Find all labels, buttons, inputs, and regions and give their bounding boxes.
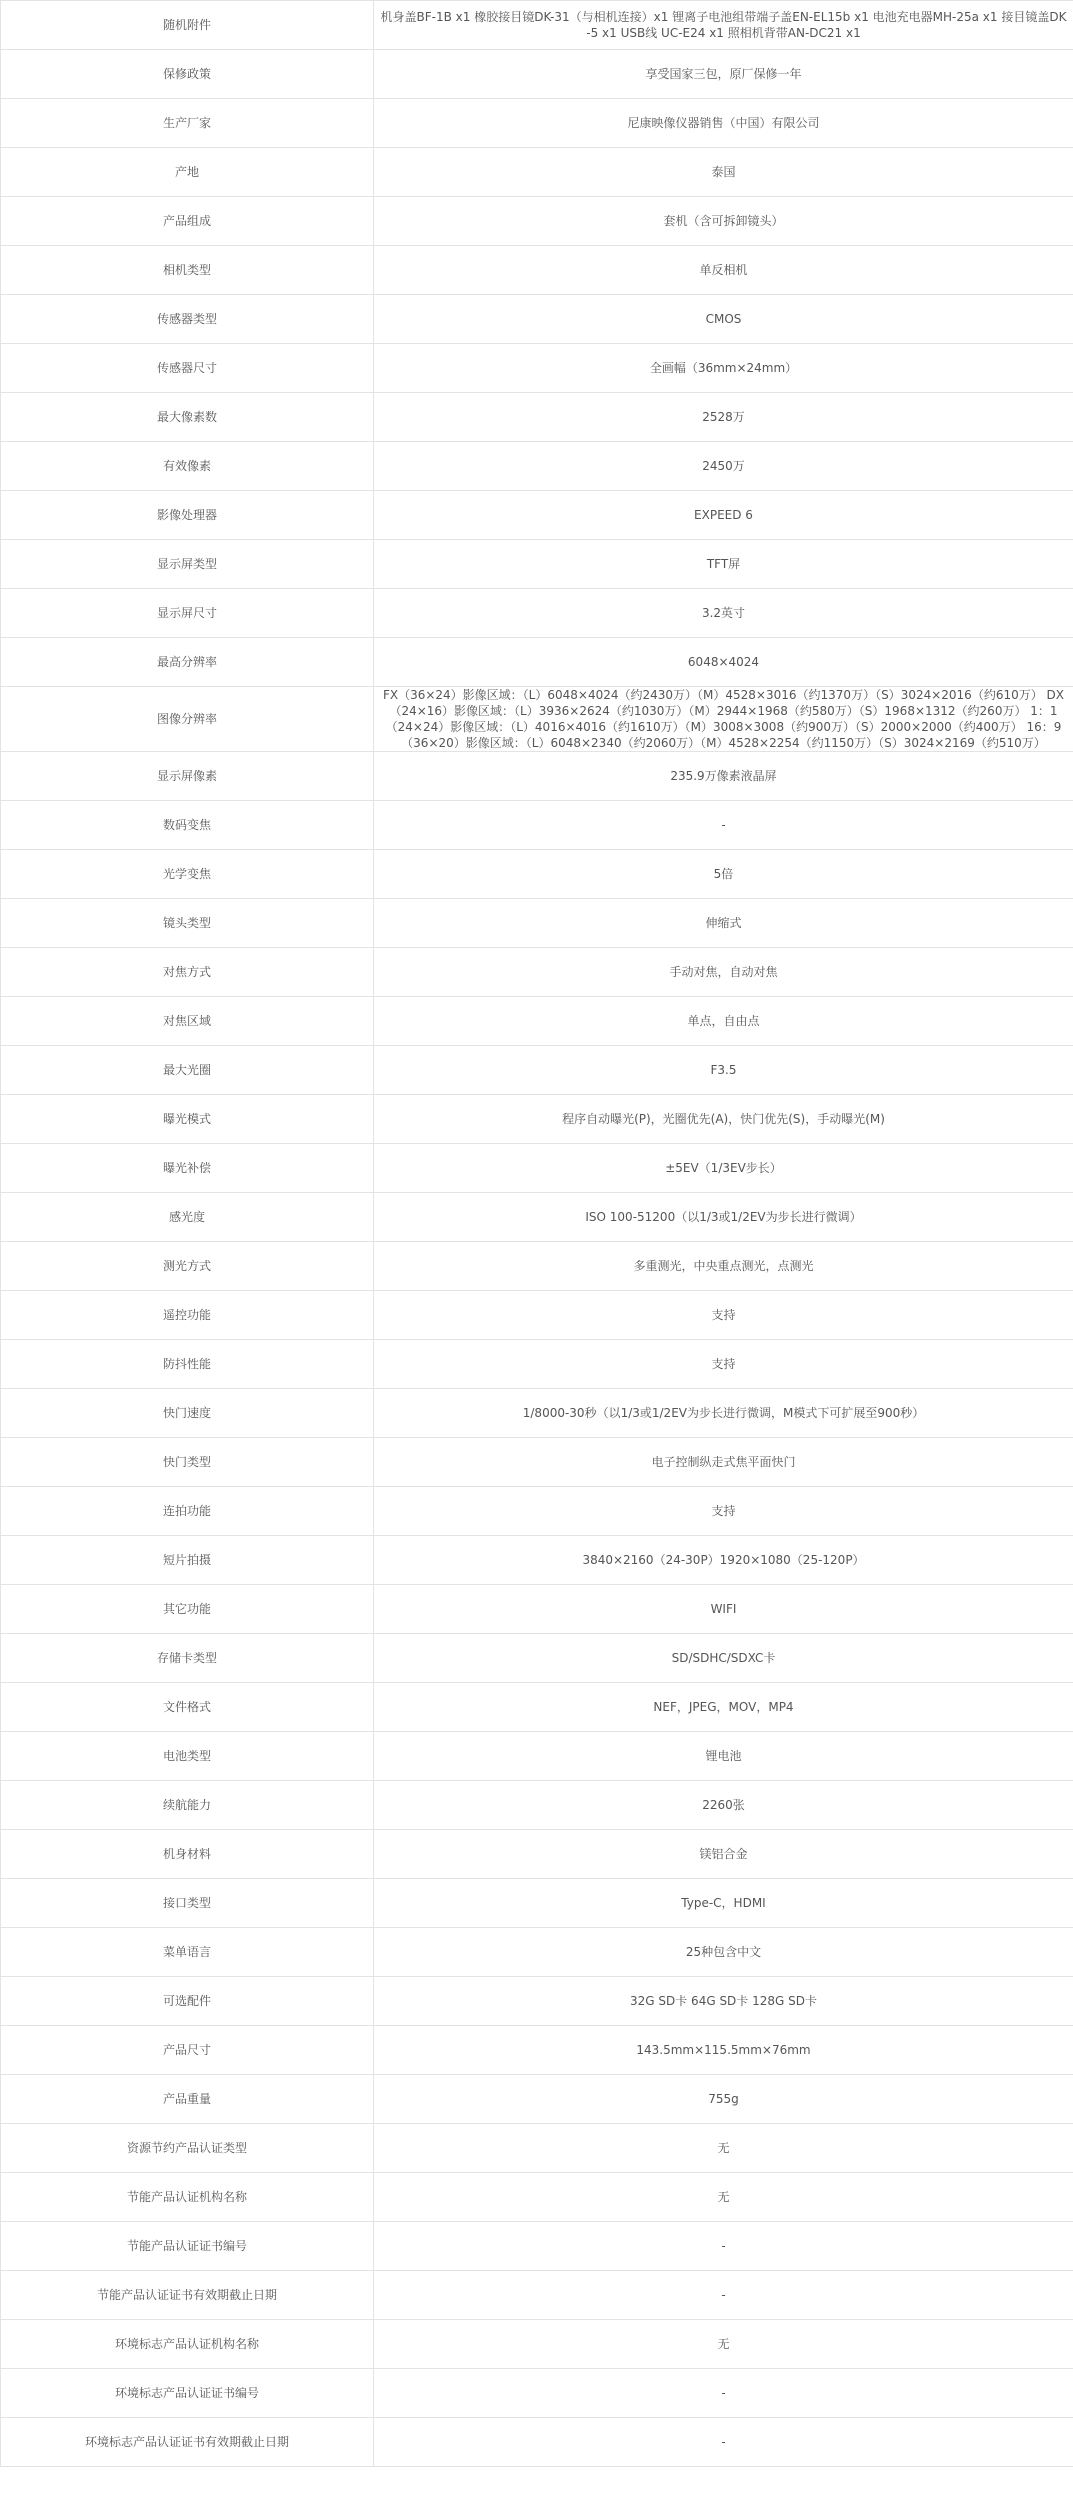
- spec-label: 防抖性能: [1, 1340, 374, 1389]
- spec-label: 环境标志产品认证证书编号: [1, 2369, 374, 2418]
- spec-row: [1, 1291, 1073, 1340]
- spec-label: 文件格式: [1, 1683, 374, 1732]
- spec-row: [1, 948, 1073, 997]
- spec-label: 相机类型: [1, 246, 374, 295]
- spec-value: -: [374, 801, 1073, 850]
- spec-row: [1, 1830, 1073, 1879]
- spec-value: 2260张: [374, 1781, 1073, 1830]
- spec-value: EXPEED 6: [374, 491, 1073, 540]
- spec-label: 传感器尺寸: [1, 344, 374, 393]
- spec-label: 曝光补偿: [1, 1144, 374, 1193]
- spec-row: [1, 1781, 1073, 1830]
- spec-label: 节能产品认证证书有效期截止日期: [1, 2271, 374, 2320]
- spec-value: 755g: [374, 2075, 1073, 2124]
- spec-row: [1, 1193, 1073, 1242]
- spec-label: 存储卡类型: [1, 1634, 374, 1683]
- spec-value: 镁铝合金: [374, 1830, 1073, 1879]
- spec-value: F3.5: [374, 1046, 1073, 1095]
- spec-label: 图像分辨率: [1, 687, 374, 752]
- spec-label: 影像处理器: [1, 491, 374, 540]
- spec-value: -: [374, 2418, 1073, 2467]
- spec-row: [1, 1487, 1073, 1536]
- spec-row: [1, 2124, 1073, 2173]
- spec-row: [1, 442, 1073, 491]
- spec-row: [1, 393, 1073, 442]
- spec-label: 快门速度: [1, 1389, 374, 1438]
- spec-row: [1, 1144, 1073, 1193]
- spec-row: [1, 148, 1073, 197]
- spec-row: [1, 2026, 1073, 2075]
- spec-label: 可选配件: [1, 1977, 374, 2026]
- spec-label: 有效像素: [1, 442, 374, 491]
- spec-label: 感光度: [1, 1193, 374, 1242]
- spec-label: 电池类型: [1, 1732, 374, 1781]
- spec-value: CMOS: [374, 295, 1073, 344]
- spec-label: 最高分辨率: [1, 638, 374, 687]
- spec-label: 对焦方式: [1, 948, 374, 997]
- spec-row: [1, 638, 1073, 687]
- spec-value: 支持: [374, 1340, 1073, 1389]
- spec-row: [1, 50, 1073, 99]
- spec-value: FX（36×24）影像区域：（L）6048×4024（约2430万）（M）4528×3016（约1370万）（S）3024×2016（约610万） DX（24×16）影像区域：（L）3936×2624（约1030万）（M）2944×1968（约580万）（S）1968×1312（约260万） 1：1（24×24）影像区域：（L）4016×4016（约1610万）（M）3008×3008（约900万）（S）2000×2000（约400万） 16：9（36×20）影像区域：（L）6048×2340（约2060万）（M）4528×2254（约1150万）（S）3024×2169（约510万）: [374, 687, 1073, 752]
- spec-value: 全画幅（36mm×24mm）: [374, 344, 1073, 393]
- spec-label: 显示屏像素: [1, 752, 374, 801]
- spec-row: [1, 589, 1073, 638]
- spec-row: [1, 1, 1073, 50]
- spec-row: [1, 801, 1073, 850]
- spec-row: [1, 2271, 1073, 2320]
- spec-table-body: [1, 1, 1073, 2467]
- spec-value: 3840×2160（24-30P）1920×1080（25-120P）: [374, 1536, 1073, 1585]
- spec-value: WIFI: [374, 1585, 1073, 1634]
- spec-value: 享受国家三包，原厂保修一年: [374, 50, 1073, 99]
- spec-row: [1, 1438, 1073, 1487]
- spec-row: [1, 99, 1073, 148]
- spec-value: 机身盖BF-1B x1 橡胶接目镜DK-31（与相机连接）x1 锂离子电池组带端子盖EN-EL15b x1 电池充电器MH-25a x1 接目镜盖DK-5 x1 USB线 UC-E24 x1 照相机背带AN-DC21 x1: [374, 1, 1073, 50]
- spec-row: [1, 2418, 1073, 2467]
- spec-label: 遥控功能: [1, 1291, 374, 1340]
- spec-row: [1, 1732, 1073, 1781]
- spec-row: [1, 1095, 1073, 1144]
- spec-value: 32G SD卡 64G SD卡 128G SD卡: [374, 1977, 1073, 2026]
- spec-row: [1, 1683, 1073, 1732]
- spec-label: 产品重量: [1, 2075, 374, 2124]
- spec-label: 显示屏尺寸: [1, 589, 374, 638]
- spec-label: 资源节约产品认证类型: [1, 2124, 374, 2173]
- spec-row: [1, 491, 1073, 540]
- spec-label: 短片拍摄: [1, 1536, 374, 1585]
- spec-value: 泰国: [374, 148, 1073, 197]
- spec-value: ±5EV（1/3EV步长）: [374, 1144, 1073, 1193]
- spec-value: -: [374, 2369, 1073, 2418]
- spec-label: 测光方式: [1, 1242, 374, 1291]
- spec-label: 快门类型: [1, 1438, 374, 1487]
- spec-label: 对焦区域: [1, 997, 374, 1046]
- spec-label: 机身材料: [1, 1830, 374, 1879]
- spec-label: 最大光圈: [1, 1046, 374, 1095]
- spec-label: 随机附件: [1, 1, 374, 50]
- spec-label: 环境标志产品认证证书有效期截止日期: [1, 2418, 374, 2467]
- spec-value: 无: [374, 2124, 1073, 2173]
- spec-row: [1, 1928, 1073, 1977]
- spec-value: 235.9万像素液晶屏: [374, 752, 1073, 801]
- spec-value: 2528万: [374, 393, 1073, 442]
- spec-value: -: [374, 2222, 1073, 2271]
- spec-value: 多重测光，中央重点测光，点测光: [374, 1242, 1073, 1291]
- spec-value: 尼康映像仪器销售（中国）有限公司: [374, 99, 1073, 148]
- spec-value: 2450万: [374, 442, 1073, 491]
- spec-label: 最大像素数: [1, 393, 374, 442]
- spec-label: 其它功能: [1, 1585, 374, 1634]
- spec-value: 锂电池: [374, 1732, 1073, 1781]
- spec-row: [1, 687, 1073, 752]
- spec-value: 25种包含中文: [374, 1928, 1073, 1977]
- spec-row: [1, 899, 1073, 948]
- spec-label: 数码变焦: [1, 801, 374, 850]
- spec-row: [1, 344, 1073, 393]
- spec-value: 支持: [374, 1291, 1073, 1340]
- spec-value: 套机（含可拆卸镜头）: [374, 197, 1073, 246]
- spec-row: [1, 295, 1073, 344]
- spec-row: [1, 1879, 1073, 1928]
- spec-value: 无: [374, 2320, 1073, 2369]
- spec-row: [1, 1389, 1073, 1438]
- spec-row: [1, 1977, 1073, 2026]
- spec-value: 伸缩式: [374, 899, 1073, 948]
- spec-row: [1, 246, 1073, 295]
- spec-row: [1, 197, 1073, 246]
- spec-row: [1, 540, 1073, 589]
- spec-row: [1, 1536, 1073, 1585]
- spec-value: 143.5mm×115.5mm×76mm: [374, 2026, 1073, 2075]
- spec-label: 节能产品认证机构名称: [1, 2173, 374, 2222]
- spec-value: NEF，JPEG，MOV，MP4: [374, 1683, 1073, 1732]
- spec-label: 节能产品认证证书编号: [1, 2222, 374, 2271]
- spec-label: 菜单语言: [1, 1928, 374, 1977]
- spec-value: 单点，自由点: [374, 997, 1073, 1046]
- spec-value: 6048×4024: [374, 638, 1073, 687]
- spec-row: [1, 1046, 1073, 1095]
- spec-label: 产品尺寸: [1, 2026, 374, 2075]
- spec-row: [1, 2369, 1073, 2418]
- spec-row: [1, 1242, 1073, 1291]
- spec-label: 传感器类型: [1, 295, 374, 344]
- spec-row: [1, 1634, 1073, 1683]
- spec-label: 保修政策: [1, 50, 374, 99]
- spec-value: 5倍: [374, 850, 1073, 899]
- spec-row: [1, 1340, 1073, 1389]
- spec-row: [1, 2173, 1073, 2222]
- spec-value: 单反相机: [374, 246, 1073, 295]
- spec-label: 连拍功能: [1, 1487, 374, 1536]
- spec-value: TFT屏: [374, 540, 1073, 589]
- spec-label: 产地: [1, 148, 374, 197]
- spec-value: 无: [374, 2173, 1073, 2222]
- spec-row: [1, 2075, 1073, 2124]
- spec-value: 程序自动曝光(P)，光圈优先(A)，快门优先(S)，手动曝光(M): [374, 1095, 1073, 1144]
- spec-value: Type-C，HDMI: [374, 1879, 1073, 1928]
- spec-label: 续航能力: [1, 1781, 374, 1830]
- spec-label: 显示屏类型: [1, 540, 374, 589]
- spec-row: [1, 2222, 1073, 2271]
- spec-label: 镜头类型: [1, 899, 374, 948]
- spec-value: 手动对焦，自动对焦: [374, 948, 1073, 997]
- spec-label: 生产厂家: [1, 99, 374, 148]
- spec-row: [1, 2320, 1073, 2369]
- spec-value: ISO 100-51200（以1/3或1/2EV为步长进行微调）: [374, 1193, 1073, 1242]
- spec-label: 曝光模式: [1, 1095, 374, 1144]
- spec-row: [1, 997, 1073, 1046]
- spec-label: 环境标志产品认证机构名称: [1, 2320, 374, 2369]
- spec-value: SD/SDHC/SDXC卡: [374, 1634, 1073, 1683]
- spec-row: [1, 1585, 1073, 1634]
- spec-value: -: [374, 2271, 1073, 2320]
- spec-row: [1, 752, 1073, 801]
- spec-value: 支持: [374, 1487, 1073, 1536]
- spec-value: 3.2英寸: [374, 589, 1073, 638]
- spec-label: 产品组成: [1, 197, 374, 246]
- spec-row: [1, 850, 1073, 899]
- spec-value: 1/8000-30秒（以1/3或1/2EV为步长进行微调，M模式下可扩展至900秒）: [374, 1389, 1073, 1438]
- spec-label: 光学变焦: [1, 850, 374, 899]
- spec-value: 电子控制纵走式焦平面快门: [374, 1438, 1073, 1487]
- spec-label: 接口类型: [1, 1879, 374, 1928]
